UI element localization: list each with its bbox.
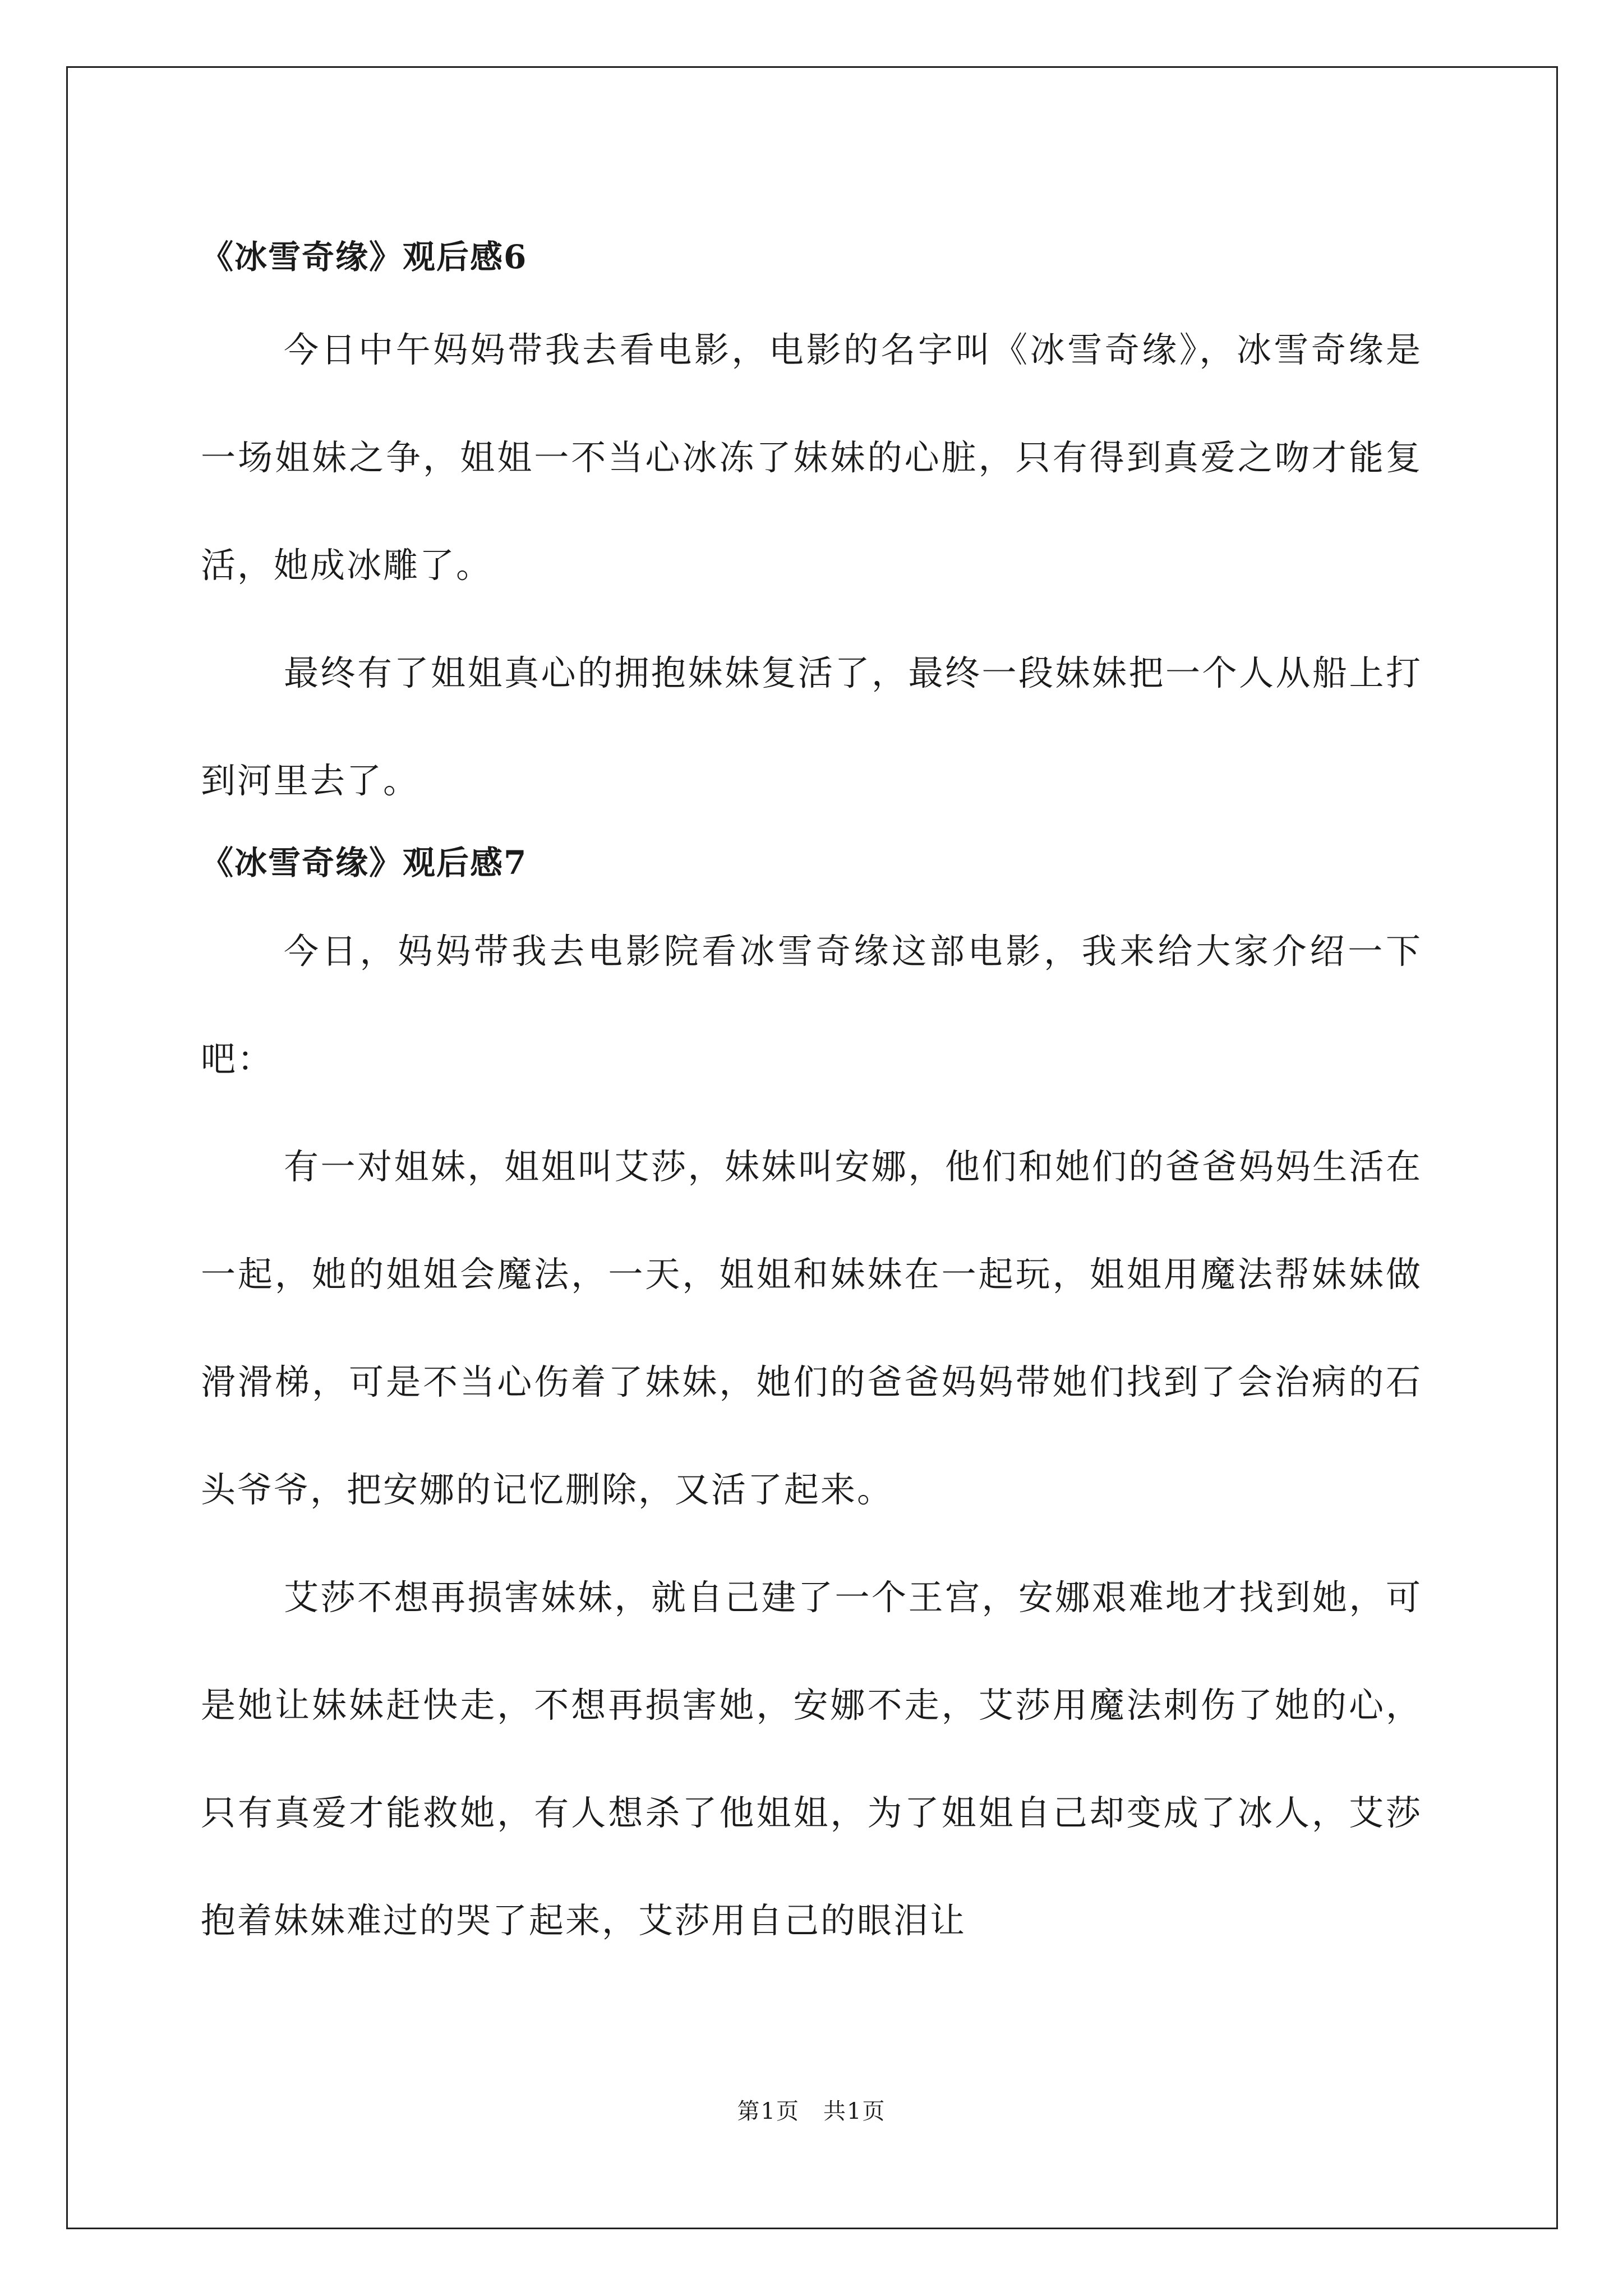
page-number-footer: 第1页 共1页 (737, 2099, 886, 2124)
paragraph: 艾莎不想再损害妹妹，就自己建了一个王宫，安娜艰难地才找到她，可是她让妹妹赶快走，不想再损害她，安娜不走，艾莎用魔法刺伤了她的心，只有真爱才能救她，有人想杀了他姐姐，为了姐姐自己却变成了冰人，艾莎抱着妹妹难过的哭了起来，艾莎用自己的眼泪让 (201, 1577, 1422, 1941)
paragraph: 今日中午妈妈带我去看电影，电影的名字叫《冰雪奇缘》，冰雪奇缘是一场姐妹之争，姐姐一不当心冰冻了妹妹的心脏，只有得到真爱之吻才能复活，她成冰雕了。 (201, 329, 1422, 586)
section-title: 《冰雪奇缘》观后感7 (201, 844, 528, 882)
paragraph: 有一对姐妹，姐姐叫艾莎，妹妹叫安娜，他们和她们的爸爸妈妈生活在一起，她的姐姐会魔法，一天，姐姐和妹妹在一起玩，姐姐用魔法帮妹妹做滑滑梯，可是不当心伤着了妹妹，她们的爸爸妈妈带她们找到了会治病的石头爷爷，把安娜的记忆删除，又活了起来。 (201, 1146, 1422, 1510)
section-title: 《冰雪奇缘》观后感6 (201, 238, 528, 276)
paragraph: 今日，妈妈带我去电影院看冰雪奇缘这部电影，我来给大家介绍一下吧： (201, 931, 1422, 1079)
paragraph: 最终有了姐姐真心的拥抱妹妹复活了，最终一段妹妹把一个人从船上打到河里去了。 (201, 652, 1422, 801)
document-body (201, 213, 1422, 1975)
